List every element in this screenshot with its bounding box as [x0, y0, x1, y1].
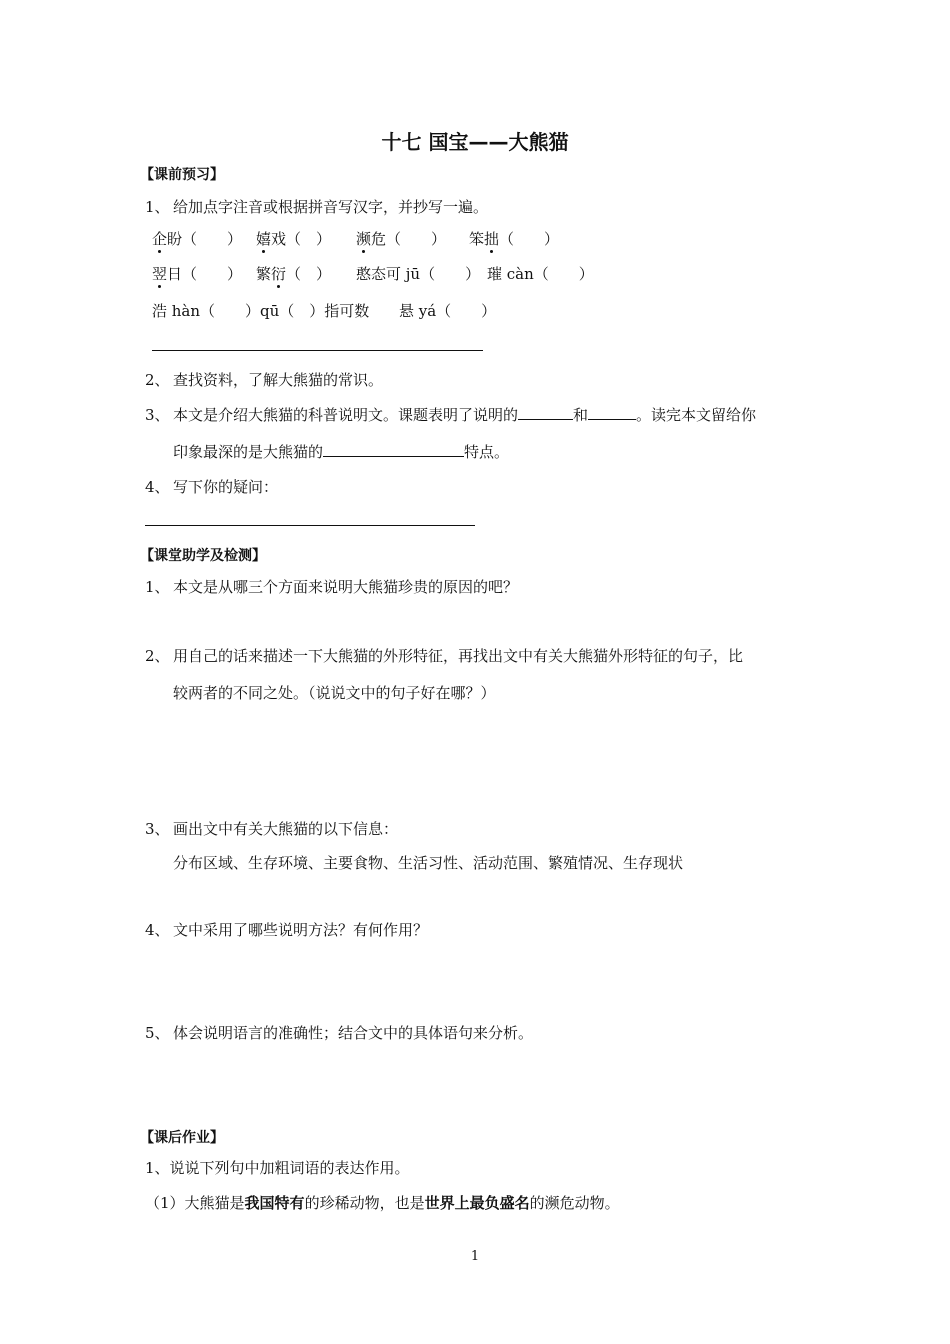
word-item: 悬 yá（ ） [399, 302, 497, 320]
question-text: 体会说明语言的准确性；结合文中的具体语句来分析。 [173, 1024, 534, 1042]
question-number: 1、 [145, 198, 170, 216]
word-item [152, 230, 256, 248]
answer-blank[interactable] [588, 405, 636, 420]
classroom-question-2 [145, 647, 743, 665]
dotted-char: 嬉 [256, 230, 272, 248]
copy-answer-line[interactable] [152, 350, 483, 351]
word-item: qū（ ）指可数 [260, 302, 370, 320]
answer-blank[interactable] [518, 405, 573, 420]
classroom-question-2-continued: 较两者的不同之处。（说说文中的句子好在哪？） [173, 684, 496, 702]
question-text: 和 [573, 406, 589, 424]
dotted-char: 翌 [152, 265, 168, 283]
preview-question-1 [145, 198, 488, 216]
question-text: 画出文中有关大熊猫的以下信息： [173, 820, 399, 838]
classroom-question-5 [145, 1024, 533, 1042]
question-text: 写下你的疑问： [173, 478, 279, 496]
question-number: 2、 [145, 371, 170, 389]
word-item [469, 230, 559, 248]
answer-blank[interactable] [323, 442, 464, 457]
question-text: 查找资料，了解大熊猫的常识。 [173, 371, 384, 389]
word-rest: 戏（ ） [271, 230, 332, 248]
pinyin-row-1 [152, 230, 559, 248]
page-number: 1 [470, 1249, 480, 1264]
word-item: 璀 càn（ ） [487, 265, 594, 283]
word-rest: （ ） [499, 230, 560, 248]
word-item: 浩 hàn（ ） [152, 302, 261, 320]
bold-phrase: 世界上最负盛名 [424, 1194, 530, 1212]
preview-question-2 [145, 371, 383, 389]
question-number: 3、 [145, 406, 170, 424]
word-pre: 繁 [256, 265, 272, 283]
question-number: 2、 [145, 647, 170, 665]
classroom-question-3 [145, 820, 398, 838]
word-item [356, 230, 469, 248]
question-number: 3、 [145, 820, 170, 838]
word-rest: 盼（ ） [167, 230, 243, 248]
preview-question-3-continued [173, 442, 509, 461]
preview-question-4 [145, 478, 278, 496]
dotted-char: 企 [152, 230, 168, 248]
question-answer-line[interactable] [145, 525, 475, 526]
word-rest: 日（ ） [167, 265, 243, 283]
question-text: 本文是介绍大熊猫的科普说明文。课题表明了说明的 [173, 406, 519, 424]
word-pre: 笨 [469, 230, 485, 248]
question-number: 4、 [145, 921, 170, 939]
word-item [256, 265, 356, 283]
pinyin-row-3 [152, 302, 496, 320]
sentence-text: 的珍稀动物，也是 [304, 1194, 425, 1212]
classroom-question-1 [145, 578, 518, 596]
sentence-text: 的濒危动物。 [529, 1194, 620, 1212]
question-text: 本文是从哪三个方面来说明大熊猫珍贵的原因的吧？ [173, 578, 519, 596]
word-rest: （ ） [286, 265, 332, 283]
dotted-char: 濒 [356, 230, 372, 248]
question-text: 印象最深的是大熊猫的 [173, 443, 324, 461]
page-title: 十七 国宝——大熊猫 [381, 130, 569, 154]
word-item [256, 230, 356, 248]
bold-phrase: 我国特有 [244, 1194, 305, 1212]
question-number: 4、 [145, 478, 170, 496]
dotted-char: 拙 [484, 230, 500, 248]
section-homework-heading: 【课后作业】 [140, 1130, 224, 1146]
classroom-question-3-info-list: 分布区域、生存环境、主要食物、生活习性、活动范围、繁殖情况、生存现状 [173, 854, 684, 872]
word-item: 憨态可 jū（ ） [356, 265, 481, 283]
pinyin-row-2 [152, 265, 594, 283]
dotted-char: 衍 [271, 265, 287, 283]
question-text: 特点。 [464, 443, 510, 461]
section-classroom-heading: 【课堂助学及检测】 [140, 548, 266, 564]
question-text: 用自己的话来描述一下大熊猫的外形特征，再找出文中有关大熊猫外形特征的句子，比 [173, 647, 744, 665]
sentence-text: （1）大熊猫是 [145, 1194, 245, 1212]
word-item [152, 265, 256, 283]
question-text: 给加点字注音或根据拼音写汉字，并抄写一遍。 [173, 198, 489, 216]
homework-sentence-1 [145, 1194, 620, 1212]
word-rest: 危（ ） [371, 230, 447, 248]
question-number: 5、 [145, 1024, 170, 1042]
question-number: 1、 [145, 578, 170, 596]
homework-question-1: 1、说说下列句中加粗词语的表达作用。 [145, 1159, 410, 1177]
preview-question-3 [145, 405, 756, 424]
classroom-question-4 [145, 921, 428, 939]
section-preview-heading: 【课前预习】 [140, 167, 224, 183]
question-text: 文中采用了哪些说明方法？有何作用？ [173, 921, 429, 939]
question-text: 。读完本文留给你 [636, 406, 757, 424]
